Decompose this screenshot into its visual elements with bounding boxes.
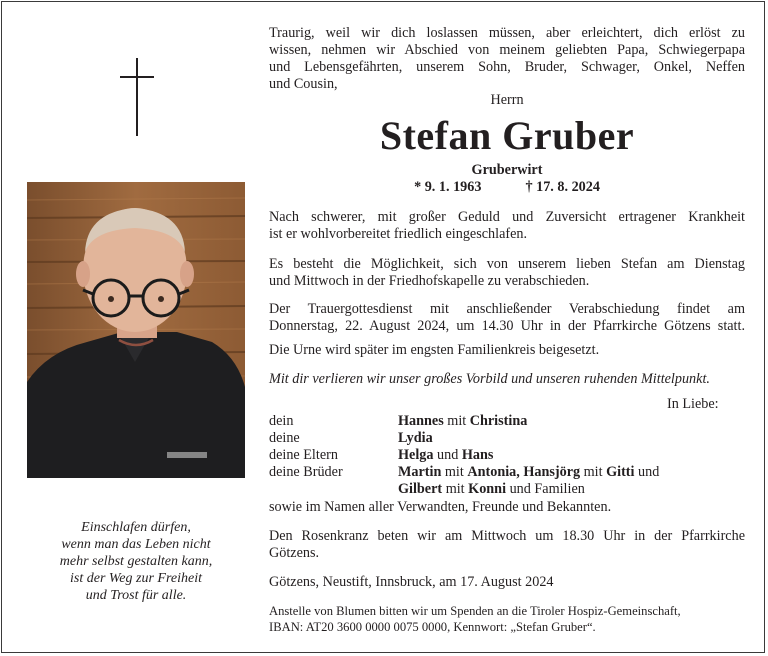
nickname: Gruberwirt: [471, 162, 543, 178]
intro-paragraph: Traurig, weil wir dich loslassen müssen, aber erleichtert, dich erlöst zu wissen, nehmen wir Abschied von meinem geliebten Papa, Schwiegerpapa und Lebensgefährten, unserem Sohn, Bruder, Schwager, Onkel, Neffen und Cousin,: [269, 25, 745, 92]
paragraph-farewell: Es besteht die Möglichkeit, sich von unserem lieben Stefan am Dienstag und Mittwoch in der Friedhofskapelle zu verabschieden.: [269, 256, 745, 289]
quote-line: ist der Weg zur Freiheit: [70, 571, 202, 586]
quote-line: Einschlafen dürfen,: [81, 520, 191, 535]
quote-line: mehr selbst gestalten kann,: [59, 554, 213, 569]
relatives-line: sowie im Namen aller Verwandten, Freunde und Bekannten.: [269, 499, 612, 515]
paragraph-funeral: Der Trauergottesdienst mit anschließender Verabschiedung findet am Donnerstag, 22. August 2024, um 14.30 Uhr in der Pfarrkirche Götzens statt.: [269, 301, 745, 334]
birth-date: * 9. 1. 1963: [414, 179, 482, 195]
cross-icon: [120, 58, 154, 136]
motto: Mit dir verlieren wir unser großes Vorbild und unseren ruhenden Mittelpunkt.: [269, 371, 710, 387]
paragraph-rosary: Den Rosenkranz beten wir am Mittwoch um 18.30 Uhr in der Pfarrkirche Götzens.: [269, 528, 745, 561]
death-date: † 17. 8. 2024: [525, 179, 600, 195]
donation-note: Anstelle von Blumen bitten wir um Spenden an die Tiroler Hospiz-Gemeinschaft, IBAN: AT20 3600 0000 0075 0000, Kennwort: „Stefan Gruber“.: [269, 604, 681, 634]
deceased-name: Stefan Gruber: [379, 113, 635, 158]
quote-line: wenn man das Leben nicht: [61, 537, 211, 552]
life-dates: [269, 179, 745, 196]
quote-block: [27, 519, 245, 604]
portrait-photo: [27, 182, 245, 478]
place-date: Götzens, Neustift, Innsbruck, am 17. August 2024: [269, 574, 554, 590]
salutation: Herrn: [490, 92, 524, 108]
paragraph-urn: Die Urne wird später im engsten Familienkreis beigesetzt.: [269, 342, 600, 358]
quote-line: und Trost für alle.: [85, 588, 187, 603]
paragraph-illness: Nach schwerer, mit großer Geduld und Zuversicht ertragener Krankheit ist er wohlvorbereitet friedlich eingeschlafen.: [269, 209, 745, 242]
